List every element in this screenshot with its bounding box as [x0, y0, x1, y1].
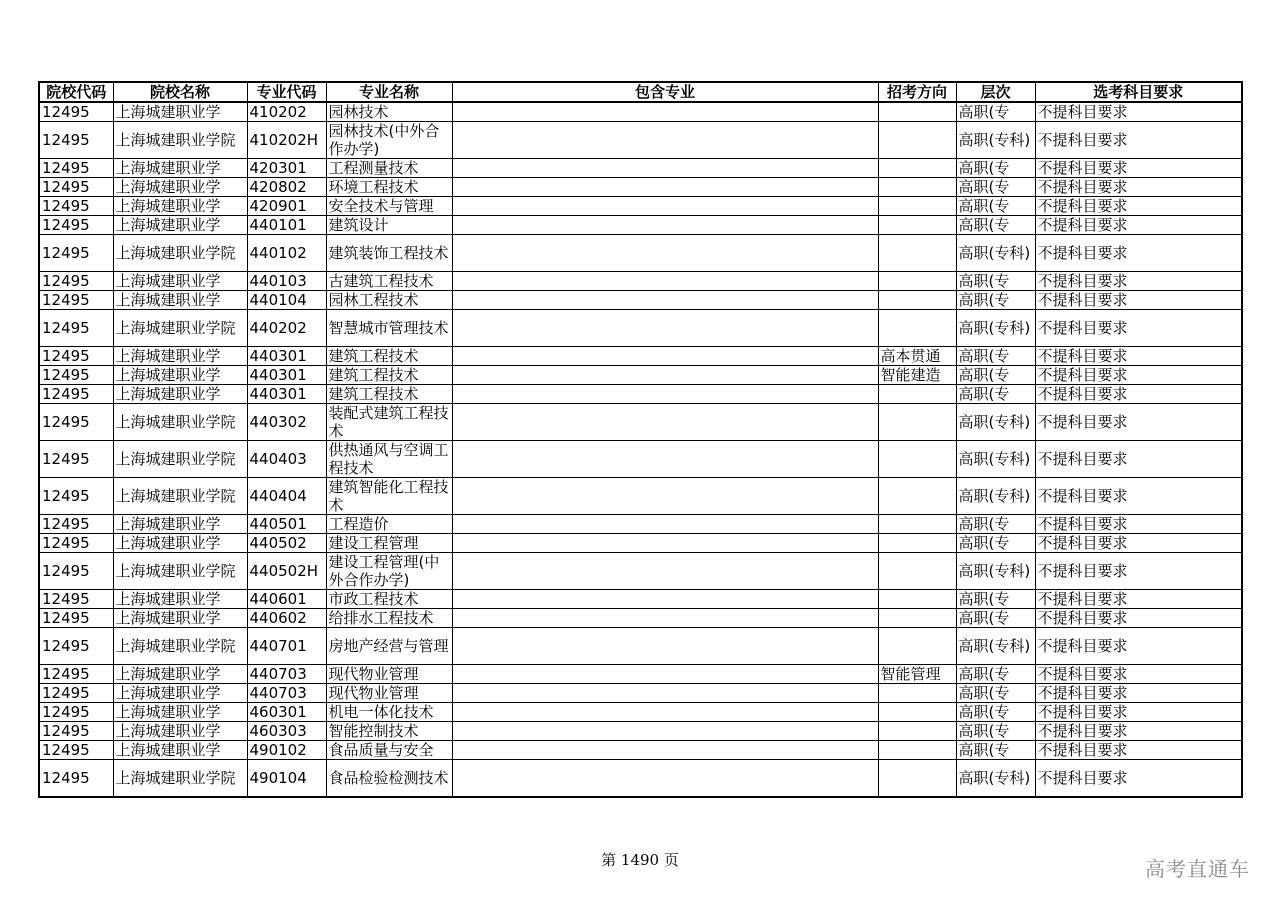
cell-school-name: 上海城建职业学 [113, 665, 247, 684]
cell-level: 高职(专科) [956, 404, 1035, 441]
cell-major-name: 古建筑工程技术 [326, 272, 452, 291]
cell-major-code: 410202 [247, 102, 326, 122]
cell-major-name: 食品质量与安全 [326, 741, 452, 760]
cell-direction [878, 722, 956, 741]
cell-included-majors [452, 760, 878, 798]
cell-included-majors [452, 216, 878, 235]
table-row [39, 197, 1242, 216]
cell-school-code: 12495 [39, 590, 113, 609]
cell-requirement: 不提科目要求 [1035, 235, 1242, 272]
cell-major-name: 工程测量技术 [326, 159, 452, 178]
cell-school-name: 上海城建职业学 [113, 703, 247, 722]
cell-level: 高职(专 [956, 159, 1035, 178]
cell-included-majors [452, 741, 878, 760]
cell-school-code: 12495 [39, 102, 113, 122]
cell-requirement: 不提科目要求 [1035, 216, 1242, 235]
cell-major-name: 房地产经营与管理 [326, 628, 452, 665]
cell-direction [878, 441, 956, 478]
cell-school-name: 上海城建职业学 [113, 347, 247, 366]
cell-major-name: 建筑工程技术 [326, 347, 452, 366]
table-row [39, 216, 1242, 235]
cell-major-code: 440301 [247, 366, 326, 385]
cell-school-name: 上海城建职业学院 [113, 404, 247, 441]
cell-requirement: 不提科目要求 [1035, 628, 1242, 665]
cell-major-name: 园林技术 [326, 102, 452, 122]
cell-direction [878, 385, 956, 404]
cell-included-majors [452, 478, 878, 515]
cell-major-code: 440301 [247, 347, 326, 366]
cell-major-code: 440701 [247, 628, 326, 665]
cell-school-code: 12495 [39, 404, 113, 441]
cell-level: 高职(专 [956, 609, 1035, 628]
cell-major-name: 建筑工程技术 [326, 366, 452, 385]
cell-level: 高职(专 [956, 102, 1035, 122]
cell-school-name: 上海城建职业学 [113, 515, 247, 534]
cell-included-majors [452, 590, 878, 609]
cell-requirement: 不提科目要求 [1035, 515, 1242, 534]
cell-school-code: 12495 [39, 197, 113, 216]
cell-requirement: 不提科目要求 [1035, 760, 1242, 798]
cell-requirement: 不提科目要求 [1035, 703, 1242, 722]
cell-direction [878, 102, 956, 122]
cell-major-code: 490102 [247, 741, 326, 760]
cell-included-majors [452, 385, 878, 404]
cell-school-code: 12495 [39, 722, 113, 741]
table-row [39, 235, 1242, 272]
cell-major-code: 440501 [247, 515, 326, 534]
col-header-major-name: 专业名称 [326, 82, 452, 102]
cell-major-name: 建筑智能化工程技术 [326, 478, 452, 515]
cell-level: 高职(专 [956, 272, 1035, 291]
cell-school-code: 12495 [39, 272, 113, 291]
cell-school-name: 上海城建职业学 [113, 590, 247, 609]
cell-level: 高职(专 [956, 291, 1035, 310]
cell-major-name: 环境工程技术 [326, 178, 452, 197]
cell-included-majors [452, 272, 878, 291]
cell-requirement: 不提科目要求 [1035, 404, 1242, 441]
header-row [39, 82, 1242, 102]
table-row [39, 553, 1242, 590]
cell-major-code: 410202H [247, 122, 326, 159]
cell-requirement: 不提科目要求 [1035, 102, 1242, 122]
cell-included-majors [452, 122, 878, 159]
cell-major-name: 建设工程管理(中外合作办学) [326, 553, 452, 590]
cell-requirement: 不提科目要求 [1035, 178, 1242, 197]
table-row [39, 590, 1242, 609]
cell-direction [878, 553, 956, 590]
cell-school-code: 12495 [39, 385, 113, 404]
cell-direction [878, 159, 956, 178]
table-row [39, 703, 1242, 722]
cell-school-name: 上海城建职业学院 [113, 441, 247, 478]
cell-school-code: 12495 [39, 291, 113, 310]
cell-major-name: 园林技术(中外合作办学) [326, 122, 452, 159]
cell-major-code: 440104 [247, 291, 326, 310]
table-row [39, 385, 1242, 404]
table-row [39, 478, 1242, 515]
cell-direction [878, 515, 956, 534]
cell-major-name: 供热通风与空调工程技术 [326, 441, 452, 478]
cell-level: 高职(专 [956, 385, 1035, 404]
cell-school-name: 上海城建职业学 [113, 684, 247, 703]
cell-included-majors [452, 404, 878, 441]
cell-included-majors [452, 515, 878, 534]
col-header-school-name: 院校名称 [113, 82, 247, 102]
cell-major-code: 460303 [247, 722, 326, 741]
cell-major-name: 建筑装饰工程技术 [326, 235, 452, 272]
cell-school-name: 上海城建职业学 [113, 534, 247, 553]
cell-requirement: 不提科目要求 [1035, 478, 1242, 515]
cell-requirement: 不提科目要求 [1035, 122, 1242, 159]
cell-major-code: 440502 [247, 534, 326, 553]
cell-included-majors [452, 310, 878, 347]
cell-level: 高职(专 [956, 347, 1035, 366]
cell-major-code: 440101 [247, 216, 326, 235]
cell-school-name: 上海城建职业学 [113, 178, 247, 197]
cell-school-code: 12495 [39, 366, 113, 385]
cell-direction [878, 628, 956, 665]
cell-school-code: 12495 [39, 553, 113, 590]
cell-school-code: 12495 [39, 760, 113, 798]
cell-major-name: 园林工程技术 [326, 291, 452, 310]
cell-requirement: 不提科目要求 [1035, 159, 1242, 178]
cell-major-code: 440703 [247, 684, 326, 703]
cell-included-majors [452, 235, 878, 272]
cell-level: 高职(专 [956, 722, 1035, 741]
cell-school-code: 12495 [39, 122, 113, 159]
cell-requirement: 不提科目要求 [1035, 665, 1242, 684]
cell-requirement: 不提科目要求 [1035, 553, 1242, 590]
cell-direction [878, 310, 956, 347]
cell-school-code: 12495 [39, 441, 113, 478]
cell-major-code: 440703 [247, 665, 326, 684]
cell-school-name: 上海城建职业学 [113, 385, 247, 404]
cell-level: 高职(专科) [956, 441, 1035, 478]
cell-school-name: 上海城建职业学院 [113, 235, 247, 272]
cell-school-code: 12495 [39, 310, 113, 347]
cell-level: 高职(专 [956, 534, 1035, 553]
cell-school-name: 上海城建职业学 [113, 272, 247, 291]
table-row [39, 366, 1242, 385]
cell-school-name: 上海城建职业学院 [113, 478, 247, 515]
cell-included-majors [452, 534, 878, 553]
table-row [39, 760, 1242, 798]
table-row [39, 665, 1242, 684]
cell-major-code: 440302 [247, 404, 326, 441]
cell-school-name: 上海城建职业学 [113, 366, 247, 385]
cell-school-name: 上海城建职业学院 [113, 310, 247, 347]
cell-level: 高职(专 [956, 590, 1035, 609]
table-row [39, 122, 1242, 159]
cell-requirement: 不提科目要求 [1035, 741, 1242, 760]
cell-requirement: 不提科目要求 [1035, 366, 1242, 385]
cell-level: 高职(专 [956, 178, 1035, 197]
cell-direction [878, 684, 956, 703]
cell-school-name: 上海城建职业学院 [113, 553, 247, 590]
cell-direction [878, 404, 956, 441]
cell-direction [878, 609, 956, 628]
cell-school-code: 12495 [39, 347, 113, 366]
cell-requirement: 不提科目要求 [1035, 722, 1242, 741]
cell-included-majors [452, 197, 878, 216]
cell-major-name: 装配式建筑工程技术 [326, 404, 452, 441]
table-row [39, 684, 1242, 703]
cell-school-name: 上海城建职业学 [113, 609, 247, 628]
cell-direction [878, 590, 956, 609]
cell-requirement: 不提科目要求 [1035, 684, 1242, 703]
cell-school-name: 上海城建职业学 [113, 216, 247, 235]
cell-school-name: 上海城建职业学院 [113, 122, 247, 159]
cell-major-code: 440102 [247, 235, 326, 272]
col-header-school-code: 院校代码 [39, 82, 113, 102]
col-header-included-majors: 包含专业 [452, 82, 878, 102]
cell-level: 高职(专科) [956, 478, 1035, 515]
cell-direction [878, 197, 956, 216]
table-row [39, 441, 1242, 478]
cell-requirement: 不提科目要求 [1035, 347, 1242, 366]
cell-level: 高职(专 [956, 366, 1035, 385]
col-header-requirement: 选考科目要求 [1035, 82, 1242, 102]
cell-school-code: 12495 [39, 159, 113, 178]
cell-major-code: 440404 [247, 478, 326, 515]
cell-direction [878, 703, 956, 722]
cell-school-code: 12495 [39, 628, 113, 665]
cell-level: 高职(专科) [956, 310, 1035, 347]
cell-school-name: 上海城建职业学 [113, 159, 247, 178]
table-row [39, 178, 1242, 197]
cell-major-code: 420802 [247, 178, 326, 197]
cell-level: 高职(专 [956, 515, 1035, 534]
cell-major-name: 市政工程技术 [326, 590, 452, 609]
cell-school-code: 12495 [39, 741, 113, 760]
cell-major-name: 机电一体化技术 [326, 703, 452, 722]
table-row [39, 291, 1242, 310]
cell-major-name: 食品检验检测技术 [326, 760, 452, 798]
cell-included-majors [452, 628, 878, 665]
cell-major-name: 工程造价 [326, 515, 452, 534]
cell-requirement: 不提科目要求 [1035, 609, 1242, 628]
cell-school-code: 12495 [39, 684, 113, 703]
cell-requirement: 不提科目要求 [1035, 385, 1242, 404]
table-row [39, 515, 1242, 534]
cell-direction [878, 216, 956, 235]
cell-major-code: 440601 [247, 590, 326, 609]
cell-level: 高职(专科) [956, 628, 1035, 665]
cell-included-majors [452, 441, 878, 478]
cell-major-code: 490104 [247, 760, 326, 798]
cell-direction [878, 178, 956, 197]
cell-school-code: 12495 [39, 216, 113, 235]
cell-school-name: 上海城建职业学院 [113, 760, 247, 798]
col-header-direction: 招考方向 [878, 82, 956, 102]
col-header-level: 层次 [956, 82, 1035, 102]
cell-major-code: 420901 [247, 197, 326, 216]
cell-level: 高职(专 [956, 703, 1035, 722]
cell-school-name: 上海城建职业学 [113, 197, 247, 216]
cell-major-code: 440602 [247, 609, 326, 628]
cell-level: 高职(专科) [956, 122, 1035, 159]
cell-level: 高职(专科) [956, 235, 1035, 272]
cell-school-name: 上海城建职业学 [113, 291, 247, 310]
cell-major-name: 智慧城市管理技术 [326, 310, 452, 347]
cell-included-majors [452, 347, 878, 366]
table-row [39, 102, 1242, 122]
table-row [39, 628, 1242, 665]
cell-major-name: 现代物业管理 [326, 665, 452, 684]
cell-requirement: 不提科目要求 [1035, 590, 1242, 609]
cell-direction [878, 478, 956, 515]
cell-major-name: 智能控制技术 [326, 722, 452, 741]
cell-direction [878, 741, 956, 760]
cell-school-code: 12495 [39, 478, 113, 515]
cell-school-name: 上海城建职业学院 [113, 628, 247, 665]
cell-major-code: 420301 [247, 159, 326, 178]
cell-direction [878, 272, 956, 291]
table-row [39, 272, 1242, 291]
cell-level: 高职(专 [956, 197, 1035, 216]
table-row [39, 609, 1242, 628]
cell-major-name: 安全技术与管理 [326, 197, 452, 216]
cell-requirement: 不提科目要求 [1035, 272, 1242, 291]
cell-direction: 智能管理 [878, 665, 956, 684]
cell-included-majors [452, 102, 878, 122]
cell-direction: 智能建造 [878, 366, 956, 385]
cell-included-majors [452, 291, 878, 310]
cell-direction [878, 235, 956, 272]
table-row [39, 347, 1242, 366]
cell-major-code: 440403 [247, 441, 326, 478]
cell-requirement: 不提科目要求 [1035, 197, 1242, 216]
cell-requirement: 不提科目要求 [1035, 534, 1242, 553]
col-header-major-code: 专业代码 [247, 82, 326, 102]
enrollment-table [38, 81, 1243, 798]
cell-major-code: 440301 [247, 385, 326, 404]
cell-included-majors [452, 722, 878, 741]
cell-school-code: 12495 [39, 609, 113, 628]
cell-level: 高职(专科) [956, 760, 1035, 798]
cell-included-majors [452, 665, 878, 684]
cell-included-majors [452, 366, 878, 385]
cell-school-code: 12495 [39, 178, 113, 197]
cell-major-code: 440202 [247, 310, 326, 347]
cell-school-code: 12495 [39, 703, 113, 722]
table-row [39, 741, 1242, 760]
cell-school-name: 上海城建职业学 [113, 722, 247, 741]
cell-direction [878, 760, 956, 798]
cell-included-majors [452, 609, 878, 628]
cell-direction [878, 122, 956, 159]
table-row [39, 310, 1242, 347]
cell-school-code: 12495 [39, 515, 113, 534]
cell-school-code: 12495 [39, 665, 113, 684]
cell-major-code: 440103 [247, 272, 326, 291]
page-number: 第 1490 页 [601, 851, 679, 869]
cell-school-name: 上海城建职业学 [113, 102, 247, 122]
cell-direction: 高本贯通 [878, 347, 956, 366]
cell-included-majors [452, 159, 878, 178]
cell-direction [878, 534, 956, 553]
cell-requirement: 不提科目要求 [1035, 441, 1242, 478]
table-row [39, 404, 1242, 441]
cell-school-code: 12495 [39, 235, 113, 272]
cell-included-majors [452, 703, 878, 722]
cell-school-code: 12495 [39, 534, 113, 553]
cell-major-name: 建设工程管理 [326, 534, 452, 553]
cell-included-majors [452, 553, 878, 590]
cell-level: 高职(专 [956, 216, 1035, 235]
cell-school-name: 上海城建职业学 [113, 741, 247, 760]
cell-level: 高职(专 [956, 741, 1035, 760]
table-row [39, 159, 1242, 178]
cell-included-majors [452, 684, 878, 703]
cell-major-code: 460301 [247, 703, 326, 722]
cell-major-name: 建筑工程技术 [326, 385, 452, 404]
cell-included-majors [452, 178, 878, 197]
cell-level: 高职(专 [956, 684, 1035, 703]
cell-level: 高职(专科) [956, 553, 1035, 590]
cell-major-name: 给排水工程技术 [326, 609, 452, 628]
table-row [39, 722, 1242, 741]
cell-major-name: 建筑设计 [326, 216, 452, 235]
cell-requirement: 不提科目要求 [1035, 291, 1242, 310]
cell-level: 高职(专 [956, 665, 1035, 684]
table-row [39, 534, 1242, 553]
cell-major-name: 现代物业管理 [326, 684, 452, 703]
cell-major-code: 440502H [247, 553, 326, 590]
cell-direction [878, 291, 956, 310]
cell-requirement: 不提科目要求 [1035, 310, 1242, 347]
watermark: 高考直通车 [1145, 857, 1250, 881]
